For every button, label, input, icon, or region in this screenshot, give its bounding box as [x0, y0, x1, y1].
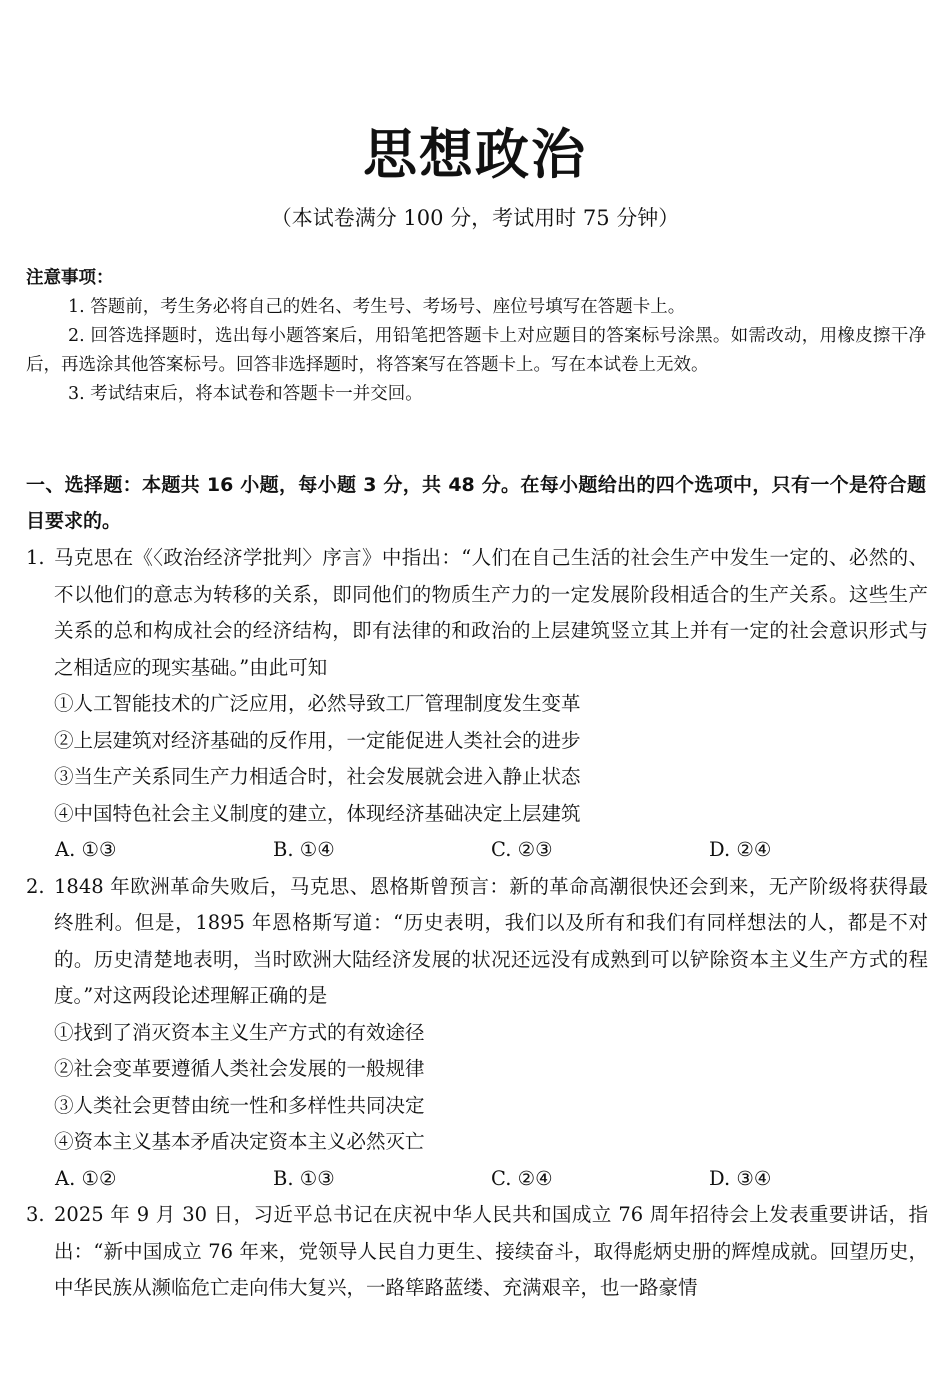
question-stem: 1848 年欧洲革命失败后，马克思、恩格斯曾预言：新的革命高潮很快还会到来，无产阶级将获得最终胜利。但是，1895 年恩格斯写道：“历史表明，我们以及所有和我们有同样想法的人，都是不对的。历史清楚地表明，当时欧洲大陆经济发展的状况还远没有成熟到可以铲除资本主义生产方式的程度。”对这两段论述理解正确的是: [54, 874, 928, 1007]
statement-option: ①人工智能技术的广泛应用，必然导致工厂管理制度发生变革: [54, 692, 581, 715]
choice-c: C. ②③: [491, 838, 553, 861]
question-1: [26, 540, 928, 869]
choice-d: D. ③④: [709, 1166, 772, 1190]
section-heading: 一、选择题：本题共 16 小题，每小题 3 分，共 48 分。在每小题给出的四个选项中，只有一个是符合题目要求的。: [26, 474, 926, 532]
choice-b: B. ①③: [273, 1166, 335, 1190]
question-3: [26, 1197, 928, 1307]
answer-choices: [55, 1161, 928, 1198]
question-stem: 2025 年 9 月 30 日，习近平总书记在庆祝中华人民共和国成立 76 周年招待会上发表重要讲话，指出：“新中国成立 76 年来，党领导人民自力更生、接续奋斗，取得彪炳史册的辉煌成就。回望历史，中华民族从濒临危亡走向伟大复兴，一路筚路蓝缕、充满艰辛，也一路豪情: [54, 1203, 928, 1299]
exam-subtitle: （本试卷满分 100 分，考试用时 75 分钟）: [270, 206, 680, 230]
question-number: 3.: [26, 1203, 45, 1226]
choice-a: A. ①③: [55, 838, 117, 861]
choice-b: B. ①④: [273, 838, 335, 861]
notice-item: 1. 答题前，考生务必将自己的姓名、考生号、考场号、座位号填写在答题卡上。: [68, 297, 686, 317]
answer-choices: [55, 832, 928, 869]
question-number: 2.: [26, 874, 45, 898]
choice-d: D. ②④: [709, 838, 772, 861]
question-list: [26, 540, 928, 1307]
statement-option: ①找到了消灭资本主义生产方式的有效途径: [54, 1020, 425, 1044]
notice-block: [26, 264, 926, 409]
statement-option: ②社会变革要遵循人类社会发展的一般规律: [54, 1057, 425, 1080]
statement-option: ③人类社会更替由统一性和多样性共同决定: [54, 1093, 425, 1117]
choice-c: C. ②④: [491, 1166, 553, 1190]
statement-option: ②上层建筑对经济基础的反作用，一定能促进人类社会的进步: [54, 728, 581, 752]
statement-option: ④中国特色社会主义制度的建立，体现经济基础决定上层建筑: [54, 801, 581, 825]
exam-title: 思想政治: [363, 123, 587, 186]
question-2: [26, 869, 928, 1198]
notice-item: 3. 考试结束后，将本试卷和答题卡一并交回。: [68, 384, 423, 404]
question-stem: 马克思在《〈政治经济学批判〉序言》中指出：“人们在自己生活的社会生产中发生一定的、必然的、不以他们的意志为转移的关系，即同他们的物质生产力的一定发展阶段相适合的生产关系。这些生产关系的总和构成社会的经济结构，即有法律的和政治的上层建筑竖立其上并有一定的社会意识形式与之相适应的现实基础。”由此可知: [54, 546, 928, 679]
statement-option: ④资本主义基本矛盾决定资本主义必然灭亡: [54, 1130, 425, 1153]
choice-a: A. ①②: [55, 1166, 117, 1190]
question-number: 1.: [26, 546, 45, 569]
statement-option: ③当生产关系同生产力相适合时，社会发展就会进入静止状态: [54, 765, 581, 788]
notice-heading: 注意事项：: [26, 268, 114, 288]
notice-item: 2. 回答选择题时，选出每小题答案后，用铅笔把答题卡上对应题目的答案标号涂黑。如需改动，用橡皮擦干净后，再选涂其他答案标号。回答非选择题时，将答案写在答题卡上。写在本试卷上无效。: [26, 326, 926, 375]
